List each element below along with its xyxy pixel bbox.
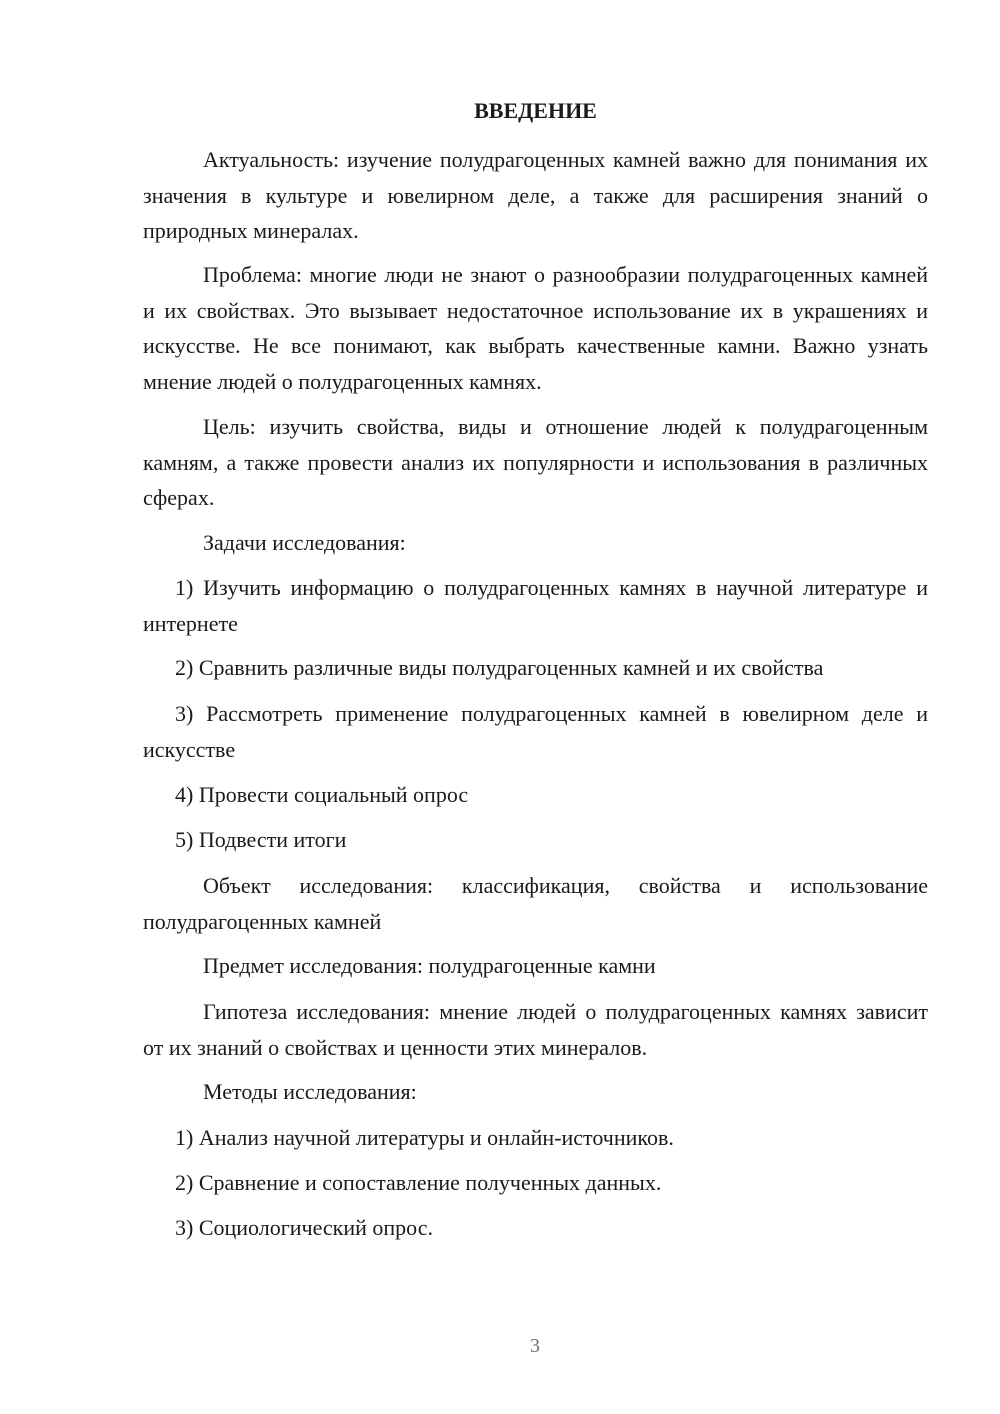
method-item: 3) Социологический опрос. — [175, 1215, 433, 1240]
task-item: 3) Рассмотреть применение полудрагоценных камней в ювелирном деле и искусстве — [143, 701, 928, 762]
method-item: 1) Анализ научной литературы и онлайн-источников. — [175, 1125, 674, 1150]
hypothesis-paragraph: Гипотеза исследования: мнение людей о полудрагоценных камнях зависит от их знаний о свойствах и ценности этих минералов. — [143, 999, 928, 1060]
method-item: 2) Сравнение и сопоставление полученных данных. — [175, 1170, 662, 1195]
tasks-title: Задачи исследования: — [203, 530, 406, 555]
relevance-paragraph: Актуальность: изучение полудрагоценных камней важно для понимания их значения в культуре и ювелирном деле, а также для расширения знаний о природных минералах. — [143, 147, 928, 243]
task-item: 4) Провести социальный опрос — [175, 782, 469, 807]
object-paragraph: Объект исследования: классификация, свойства и использование полудрагоценных камней — [143, 873, 928, 934]
task-item: 5) Подвести итоги — [175, 827, 347, 852]
task-item: 1) Изучить информацию о полудрагоценных камнях в научной литературе и интернете — [143, 575, 928, 636]
problem-paragraph: Проблема: многие люди не знают о разнообразии полудрагоценных камней и их свойствах. Это вызывает недостаточное использование их в украшениях и искусстве. Не все понимают, как выбрать качественные камни. Важно узнать мнение людей о полудрагоценных камнях. — [143, 262, 928, 394]
section-heading: ВВЕДЕНИЕ — [474, 98, 597, 123]
goal-paragraph: Цель: изучить свойства, виды и отношение людей к полудрагоценным камням, а также провести анализ их популярности и использования в различных сферах. — [143, 414, 928, 510]
page-number: 3 — [530, 1335, 540, 1357]
subject-paragraph: Предмет исследования: полудрагоценные камни — [203, 953, 656, 978]
methods-title: Методы исследования: — [203, 1079, 417, 1104]
task-item: 2) Сравнить различные виды полудрагоценных камней и их свойства — [175, 655, 824, 680]
